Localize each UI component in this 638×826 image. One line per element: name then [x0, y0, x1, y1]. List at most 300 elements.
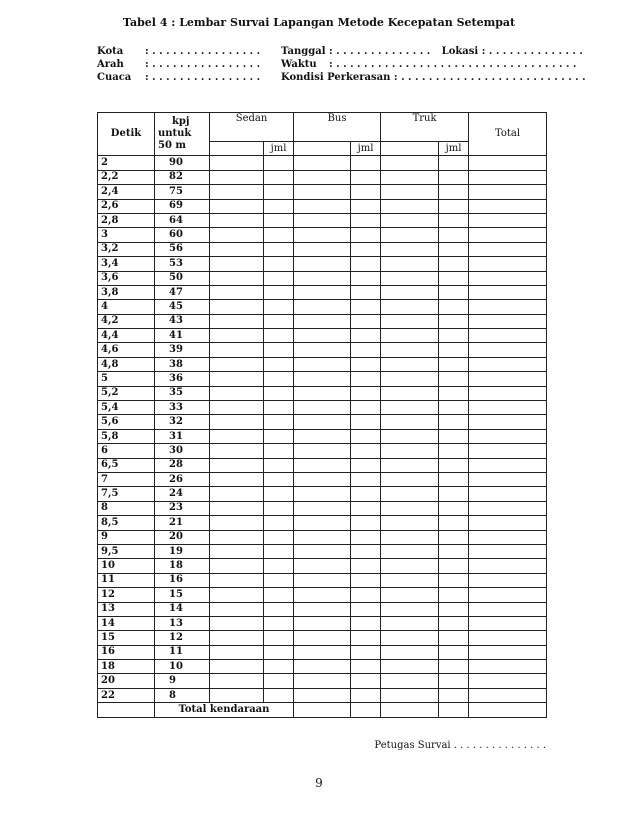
tally-cell: [381, 213, 439, 227]
table-row: [98, 530, 547, 544]
tally-cell: [351, 213, 381, 227]
tally-cell: [264, 616, 294, 630]
tally-cell: [439, 688, 469, 702]
tally-cell: [294, 401, 351, 415]
tally-cell: [294, 242, 351, 256]
tally-cell: [264, 357, 294, 371]
tally-cell: [439, 645, 469, 659]
detik-cell: 5,8: [98, 429, 155, 443]
detik-cell: 3,6: [98, 271, 155, 285]
tally-cell: [210, 314, 264, 328]
tally-cell: [351, 401, 381, 415]
tally-cell: [469, 343, 547, 357]
tally-cell: [439, 156, 469, 170]
tally-cell: [381, 415, 439, 429]
table-row: [98, 228, 547, 242]
table-row: [98, 329, 547, 343]
field-cuaca-value: : . . . . . . . . . . . . . . . .: [145, 72, 261, 83]
tally-cell: [264, 472, 294, 486]
tally-cell: [264, 444, 294, 458]
tally-cell: [469, 530, 547, 544]
tally-cell: [351, 472, 381, 486]
tally-cell: [469, 444, 547, 458]
detik-cell: 18: [98, 660, 155, 674]
table-row: [98, 242, 547, 256]
tally-cell: [210, 357, 264, 371]
tally-cell: [264, 645, 294, 659]
tally-cell: [351, 372, 381, 386]
tally-cell: [469, 415, 547, 429]
tally-cell: [351, 415, 381, 429]
total-cell: [469, 703, 547, 717]
tally-cell: [381, 631, 439, 645]
tally-cell: [469, 156, 547, 170]
total-row-blank: [98, 703, 155, 717]
tally-cell: [381, 674, 439, 688]
field-kondisi: [281, 72, 586, 83]
total-cell: [294, 703, 351, 717]
tally-cell: [351, 602, 381, 616]
tally-cell: [439, 444, 469, 458]
header-kpj-line2: untuk: [158, 128, 192, 140]
kpj-cell: 60: [155, 228, 210, 242]
field-arah: [97, 59, 260, 70]
tally-cell: [264, 300, 294, 314]
tally-cell: [351, 559, 381, 573]
table-row: [98, 357, 547, 371]
field-waktu: [281, 59, 576, 70]
tally-cell: [210, 688, 264, 702]
header-total: Total: [469, 113, 547, 156]
tally-cell: [469, 487, 547, 501]
tally-cell: [439, 357, 469, 371]
tally-cell: [469, 357, 547, 371]
tally-cell: [210, 559, 264, 573]
tally-cell: [294, 487, 351, 501]
tally-cell: [264, 257, 294, 271]
tally-cell: [381, 544, 439, 558]
table-row: [98, 429, 547, 443]
tally-cell: [294, 285, 351, 299]
tally-cell: [469, 616, 547, 630]
field-kota: [97, 46, 260, 57]
field-arah-label: Arah: [97, 59, 124, 70]
tally-cell: [294, 415, 351, 429]
field-kondisi-label: Kondisi Perkerasan: [281, 72, 391, 83]
tally-cell: [439, 242, 469, 256]
table-row: [98, 199, 547, 213]
tally-cell: [381, 588, 439, 602]
tally-cell: [294, 688, 351, 702]
header-kpj-line3: 50 m: [158, 140, 186, 152]
tally-cell: [381, 472, 439, 486]
kpj-cell: 69: [155, 199, 210, 213]
tally-cell: [294, 444, 351, 458]
tally-cell: [264, 228, 294, 242]
tally-cell: [264, 487, 294, 501]
tally-cell: [351, 487, 381, 501]
detik-cell: 15: [98, 631, 155, 645]
tally-cell: [469, 688, 547, 702]
detik-cell: 3,8: [98, 285, 155, 299]
table-row: [98, 271, 547, 285]
tally-cell: [351, 156, 381, 170]
total-cell: [381, 703, 439, 717]
header-bus: Bus: [294, 113, 381, 142]
header-truk-jml: jml: [439, 142, 469, 156]
tally-cell: [381, 314, 439, 328]
field-lokasi-value: : . . . . . . . . . . . . . .: [481, 46, 583, 57]
tally-cell: [210, 257, 264, 271]
tally-cell: [469, 573, 547, 587]
tally-cell: [210, 660, 264, 674]
tally-cell: [351, 199, 381, 213]
kpj-cell: 28: [155, 458, 210, 472]
detik-cell: 2: [98, 156, 155, 170]
tally-cell: [294, 588, 351, 602]
tally-cell: [294, 314, 351, 328]
tally-cell: [294, 343, 351, 357]
kpj-cell: 13: [155, 616, 210, 630]
table-row: [98, 300, 547, 314]
tally-cell: [264, 285, 294, 299]
tally-cell: [469, 213, 547, 227]
tally-cell: [210, 185, 264, 199]
tally-cell: [439, 401, 469, 415]
tally-cell: [469, 429, 547, 443]
kpj-cell: 8: [155, 688, 210, 702]
tally-cell: [210, 458, 264, 472]
tally-cell: [210, 674, 264, 688]
tally-cell: [439, 285, 469, 299]
tally-cell: [264, 559, 294, 573]
detik-cell: 3,4: [98, 257, 155, 271]
tally-cell: [351, 501, 381, 515]
kpj-cell: 43: [155, 314, 210, 328]
tally-cell: [264, 674, 294, 688]
table-row: [98, 674, 547, 688]
kpj-cell: 12: [155, 631, 210, 645]
tally-cell: [351, 674, 381, 688]
table-row: [98, 314, 547, 328]
kpj-cell: 20: [155, 530, 210, 544]
tally-cell: [381, 285, 439, 299]
tally-cell: [381, 444, 439, 458]
kpj-cell: 10: [155, 660, 210, 674]
detik-cell: 7: [98, 472, 155, 486]
tally-cell: [210, 213, 264, 227]
tally-cell: [439, 300, 469, 314]
tally-cell: [381, 357, 439, 371]
detik-cell: 6,5: [98, 458, 155, 472]
detik-cell: 3,2: [98, 242, 155, 256]
tally-cell: [264, 271, 294, 285]
tally-cell: [210, 372, 264, 386]
tally-cell: [469, 271, 547, 285]
tally-cell: [351, 458, 381, 472]
tally-cell: [439, 386, 469, 400]
tally-cell: [210, 156, 264, 170]
tally-cell: [210, 573, 264, 587]
tally-cell: [210, 645, 264, 659]
tally-cell: [210, 199, 264, 213]
tally-cell: [351, 228, 381, 242]
tally-cell: [381, 185, 439, 199]
detik-cell: 12: [98, 588, 155, 602]
field-waktu-value: : . . . . . . . . . . . . . . . . . . . . . . . . . . . . . . . . . . .: [329, 59, 577, 70]
tally-cell: [210, 271, 264, 285]
detik-cell: 2,2: [98, 170, 155, 184]
tally-cell: [439, 170, 469, 184]
tally-cell: [210, 429, 264, 443]
tally-cell: [439, 573, 469, 587]
tally-cell: [294, 674, 351, 688]
tally-cell: [439, 559, 469, 573]
detik-cell: 9: [98, 530, 155, 544]
detik-cell: 4,2: [98, 314, 155, 328]
tally-cell: [264, 660, 294, 674]
tally-cell: [439, 458, 469, 472]
kpj-cell: 53: [155, 257, 210, 271]
tally-cell: [381, 242, 439, 256]
tally-cell: [381, 645, 439, 659]
kpj-cell: 9: [155, 674, 210, 688]
survey-table-body: [98, 156, 547, 703]
tally-cell: [381, 386, 439, 400]
tally-cell: [264, 329, 294, 343]
tally-cell: [469, 372, 547, 386]
header-truk-tally: [381, 142, 439, 156]
tally-cell: [264, 386, 294, 400]
tally-cell: [294, 228, 351, 242]
tally-cell: [294, 559, 351, 573]
tally-cell: [294, 213, 351, 227]
kpj-cell: 45: [155, 300, 210, 314]
table-row: [98, 559, 547, 573]
tally-cell: [351, 314, 381, 328]
tally-cell: [210, 329, 264, 343]
tally-cell: [469, 386, 547, 400]
table-row: [98, 631, 547, 645]
table-row: [98, 401, 547, 415]
tally-cell: [351, 357, 381, 371]
tally-cell: [264, 185, 294, 199]
tally-cell: [439, 343, 469, 357]
tally-cell: [210, 544, 264, 558]
tally-cell: [469, 300, 547, 314]
field-cuaca-label: Cuaca: [97, 72, 132, 83]
field-arah-value: : . . . . . . . . . . . . . . . .: [145, 59, 261, 70]
tally-cell: [264, 688, 294, 702]
kpj-cell: 32: [155, 415, 210, 429]
tally-cell: [294, 271, 351, 285]
detik-cell: 5,4: [98, 401, 155, 415]
detik-cell: 4,6: [98, 343, 155, 357]
kpj-cell: 18: [155, 559, 210, 573]
table-row: [98, 501, 547, 515]
tally-cell: [210, 343, 264, 357]
detik-cell: 6: [98, 444, 155, 458]
tally-cell: [351, 444, 381, 458]
tally-cell: [351, 242, 381, 256]
tally-cell: [381, 602, 439, 616]
table-row: [98, 185, 547, 199]
tally-cell: [469, 199, 547, 213]
tally-cell: [469, 631, 547, 645]
tally-cell: [210, 487, 264, 501]
table-row: [98, 602, 547, 616]
tally-cell: [294, 501, 351, 515]
tally-cell: [294, 458, 351, 472]
kpj-cell: 23: [155, 501, 210, 515]
tally-cell: [264, 401, 294, 415]
tally-cell: [264, 544, 294, 558]
kpj-cell: 39: [155, 343, 210, 357]
kpj-cell: 36: [155, 372, 210, 386]
kpj-cell: 41: [155, 329, 210, 343]
tally-cell: [294, 602, 351, 616]
tally-cell: [469, 501, 547, 515]
tally-cell: [264, 530, 294, 544]
tally-cell: [439, 185, 469, 199]
tally-cell: [439, 616, 469, 630]
kpj-cell: 21: [155, 516, 210, 530]
header-sedan-jml: jml: [264, 142, 294, 156]
tally-cell: [294, 660, 351, 674]
tally-cell: [294, 530, 351, 544]
tally-cell: [439, 602, 469, 616]
tally-cell: [294, 185, 351, 199]
tally-cell: [351, 660, 381, 674]
tally-cell: [439, 314, 469, 328]
tally-cell: [381, 271, 439, 285]
tally-cell: [381, 170, 439, 184]
tally-cell: [381, 573, 439, 587]
kpj-cell: 50: [155, 271, 210, 285]
total-cell: [439, 703, 469, 717]
tally-cell: [381, 372, 439, 386]
tally-cell: [351, 257, 381, 271]
detik-cell: 3: [98, 228, 155, 242]
table-row: [98, 487, 547, 501]
tally-cell: [210, 242, 264, 256]
tally-cell: [351, 185, 381, 199]
detik-cell: 5,2: [98, 386, 155, 400]
header-truk: Truk: [381, 113, 469, 142]
table-row: [98, 343, 547, 357]
tally-cell: [381, 660, 439, 674]
header-sedan: Sedan: [210, 113, 294, 142]
tally-cell: [381, 228, 439, 242]
field-tanggal: [281, 46, 583, 57]
tally-cell: [381, 458, 439, 472]
tally-cell: [439, 588, 469, 602]
tally-cell: [294, 300, 351, 314]
tally-cell: [264, 242, 294, 256]
detik-cell: 22: [98, 688, 155, 702]
kpj-cell: 15: [155, 588, 210, 602]
tally-cell: [381, 516, 439, 530]
tally-cell: [469, 228, 547, 242]
page-title: Tabel 4 : Lembar Survai Lapangan Metode Kecepatan Setempat: [122, 16, 516, 29]
tally-cell: [469, 401, 547, 415]
table-row: [98, 170, 547, 184]
tally-cell: [294, 429, 351, 443]
table-row: [98, 213, 547, 227]
detik-cell: 8: [98, 501, 155, 515]
tally-cell: [439, 544, 469, 558]
tally-cell: [294, 329, 351, 343]
tally-cell: [469, 588, 547, 602]
field-kota-label: Kota: [97, 46, 124, 57]
table-row: [98, 688, 547, 702]
header-kpj: [155, 113, 210, 156]
tally-cell: [294, 156, 351, 170]
tally-cell: [294, 573, 351, 587]
tally-cell: [469, 516, 547, 530]
tally-cell: [351, 631, 381, 645]
tally-cell: [264, 516, 294, 530]
tally-cell: [264, 501, 294, 515]
header-detik: Detik: [98, 113, 155, 156]
tally-cell: [439, 631, 469, 645]
field-waktu-label: Waktu: [281, 59, 317, 70]
kpj-cell: 75: [155, 185, 210, 199]
tally-cell: [439, 429, 469, 443]
tally-cell: [264, 588, 294, 602]
tally-cell: [381, 401, 439, 415]
header-sedan-tally: [210, 142, 264, 156]
detik-cell: 11: [98, 573, 155, 587]
detik-cell: 7,5: [98, 487, 155, 501]
tally-cell: [210, 602, 264, 616]
tally-cell: [439, 372, 469, 386]
tally-cell: [294, 372, 351, 386]
tally-cell: [264, 156, 294, 170]
kpj-cell: 16: [155, 573, 210, 587]
kpj-cell: 30: [155, 444, 210, 458]
header-bus-jml: jml: [351, 142, 381, 156]
field-lokasi-label: Lokasi: [441, 46, 479, 57]
tally-cell: [210, 616, 264, 630]
tally-cell: [439, 228, 469, 242]
tally-cell: [469, 602, 547, 616]
tally-cell: [381, 616, 439, 630]
tally-cell: [469, 674, 547, 688]
tally-cell: [210, 516, 264, 530]
tally-cell: [264, 314, 294, 328]
tally-cell: [381, 300, 439, 314]
tally-cell: [381, 559, 439, 573]
tally-cell: [439, 674, 469, 688]
tally-cell: [264, 343, 294, 357]
tally-cell: [381, 343, 439, 357]
tally-cell: [294, 257, 351, 271]
tally-cell: [351, 516, 381, 530]
tally-cell: [469, 559, 547, 573]
kpj-cell: 33: [155, 401, 210, 415]
detik-cell: 2,6: [98, 199, 155, 213]
tally-cell: [294, 357, 351, 371]
tally-cell: [381, 688, 439, 702]
tally-cell: [381, 429, 439, 443]
kpj-cell: 90: [155, 156, 210, 170]
tally-cell: [210, 530, 264, 544]
kpj-cell: 35: [155, 386, 210, 400]
table-row: [98, 444, 547, 458]
tally-cell: [264, 602, 294, 616]
header-bus-tally: [294, 142, 351, 156]
